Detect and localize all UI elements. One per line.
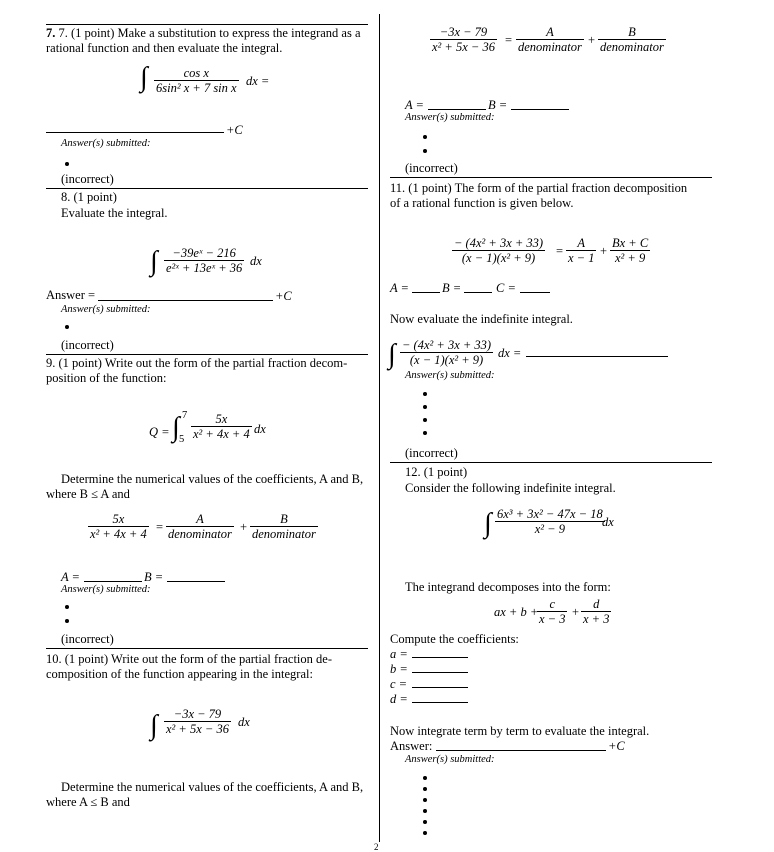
problem-9-lhs — [88, 512, 149, 541]
problem-12-decompose-text: The integrand decomposes into the form: — [405, 580, 611, 594]
integral-sign: ∫ — [388, 339, 396, 370]
problem-7-text-line2: rational function and then evaluate the integral. — [46, 41, 283, 55]
problem-11-a-den: x − 1 — [568, 251, 595, 265]
problem-12-c-den: x − 3 — [539, 612, 566, 626]
integral-sign: ∫ — [150, 710, 158, 741]
problem-12-d-num: d — [581, 597, 611, 612]
problem-10-integrand-den: x² + 5x − 36 — [166, 722, 229, 736]
problem-11-evaluate-text: Now evaluate the indefinite integral. — [390, 312, 573, 326]
problem-9-lhs-num: 5x — [88, 512, 149, 527]
problem-12-d-label: d = — [390, 692, 408, 706]
problem-12-b-input[interactable] — [412, 672, 468, 673]
problem-12-d-den: x + 3 — [583, 612, 610, 626]
problem-10-determine-line1: Determine the numerical values of the coefficients, A and B, — [61, 780, 364, 794]
problem-11-lhs — [452, 236, 545, 265]
problem-11-lhs-den: (x − 1)(x² + 9) — [461, 251, 536, 265]
problem-9-b-label: B = — [144, 570, 164, 584]
integral-sign: ∫ — [140, 62, 148, 93]
problem-10-header — [46, 652, 368, 682]
problem-12-answer-bullet — [423, 787, 427, 791]
problem-7-text-line1: 7. (1 point) Make a substitution to express the integrand as a — [58, 26, 361, 40]
problem-9-lhs-den: x² + 4x + 4 — [90, 527, 147, 541]
plus-sign: + — [240, 520, 248, 534]
problem-9-answer-bullet — [65, 605, 69, 609]
plus-sign: + — [588, 33, 596, 47]
problem-12-d-input[interactable] — [412, 702, 468, 703]
problem-12-plus-c: +C — [608, 739, 625, 753]
problem-12-d-frac — [581, 597, 611, 626]
problem-11-lhs-num: − (4x² + 3x + 33) — [454, 236, 544, 250]
problem-9-b-frac — [250, 512, 318, 541]
problem-12-form-prefix: ax + b + — [494, 605, 539, 619]
problem-8-instruction: Evaluate the integral. — [61, 206, 168, 220]
problem-11-c-input[interactable] — [520, 292, 550, 293]
problem-7-integrand-num: cos x — [154, 66, 239, 81]
problem-7-integrand — [154, 66, 239, 95]
problem-11-status: (incorrect) — [405, 446, 458, 460]
equals-sign: = — [156, 520, 164, 534]
problem-11-answer-bullet — [423, 392, 427, 396]
problem-9-submitted-label: Answer(s) submitted: — [61, 584, 151, 595]
problem-7-answer-input[interactable] — [46, 132, 224, 133]
problem-8-title: 8. (1 point) — [61, 190, 117, 204]
problem-9-dx: dx — [254, 422, 266, 436]
problem-10-lhs — [430, 25, 497, 54]
problem-11-answer-bullet — [423, 405, 427, 409]
problem-9-integrand — [191, 412, 252, 441]
problem-7-header: 7. 7. (1 point) Make a substitution to express the integrand as a rational function and then evaluate the integral. — [46, 26, 368, 56]
problem-11-answer-bullet — [423, 431, 427, 435]
problem-9-text-line2: position of the function: — [46, 371, 167, 385]
problem-9-determine-line2: where B ≤ A and — [46, 487, 130, 501]
problem-12-a-label: a = — [390, 647, 408, 661]
problem-9-answer-bullet — [65, 619, 69, 623]
problem-12-integrate-text: Now integrate term by term to evaluate the integral. — [390, 724, 650, 738]
problem-11-integrand — [400, 338, 493, 367]
problem-11-integrand-num: − (4x² + 3x + 33) — [402, 338, 492, 352]
problem-12-compute-text: Compute the coefficients: — [390, 632, 519, 646]
problem-8-dx: dx — [250, 254, 262, 268]
problem-12-answer-bullet — [423, 809, 427, 813]
integral-sign: ∫ — [484, 508, 492, 539]
problem-12-c-input[interactable] — [412, 687, 468, 688]
problem-12-c-frac — [537, 597, 567, 626]
problem-12-answer-input[interactable] — [436, 750, 606, 751]
problem-7-integrand-den: 6sin² x + 7 sin x — [156, 81, 237, 95]
problem-12-rule — [390, 462, 712, 463]
problem-8-answer-bullet — [65, 325, 69, 329]
problem-9-b-num: B — [250, 512, 318, 527]
integral-sign: ∫ — [150, 246, 158, 277]
plus-sign: + — [600, 244, 608, 258]
problem-12-answer-label: Answer: — [390, 739, 433, 753]
problem-8-integrand-num: −39eˣ − 216 — [164, 246, 244, 261]
problem-8-integrand — [164, 246, 244, 275]
problem-10-a-num: A — [516, 25, 584, 40]
problem-10-a-frac — [516, 25, 584, 54]
problem-11-b-den: x² + 9 — [614, 251, 646, 265]
problem-12-integrand — [495, 507, 605, 536]
problem-11-rule — [390, 177, 712, 178]
problem-12-instruction: Consider the following indefinite integral. — [405, 481, 616, 495]
problem-10-text-line1: 10. (1 point) Write out the form of the partial fraction de- — [46, 652, 332, 666]
problem-12-answer-bullet — [423, 798, 427, 802]
problem-10-b-input[interactable] — [511, 109, 569, 110]
plus-sign: + — [572, 605, 580, 619]
problem-9-integrand-den: x² + 4x + 4 — [193, 427, 250, 441]
problem-11-a-frac — [566, 236, 596, 265]
problem-11-header — [390, 181, 712, 211]
problem-10-a-input[interactable] — [428, 109, 486, 110]
problem-7-answer-bullet — [65, 162, 69, 166]
equals-sign: = — [505, 33, 513, 47]
problem-12-integrand-num: 6x³ + 3x² − 47x − 18 — [497, 507, 603, 521]
problem-10-text-line2: composition of the function appearing in the integral: — [46, 667, 313, 681]
problem-11-integrand-den: (x − 1)(x² + 9) — [409, 353, 484, 367]
problem-12-title: 12. (1 point) — [405, 465, 468, 479]
problem-12-submitted-label: Answer(s) submitted: — [405, 754, 495, 765]
problem-9-header — [46, 356, 368, 386]
problem-10-a-label: A = — [405, 98, 424, 112]
problem-11-a-label: A = — [390, 281, 409, 295]
problem-11-b-label: B = — [442, 281, 462, 295]
problem-12-b-label: b = — [390, 662, 408, 676]
problem-9-a-num: A — [166, 512, 234, 527]
problem-9-integrand-num: 5x — [191, 412, 252, 427]
problem-10-determine-line2: where A ≤ B and — [46, 795, 130, 809]
problem-10-status: (incorrect) — [405, 161, 458, 175]
problem-10-submitted-label: Answer(s) submitted: — [405, 112, 495, 123]
problem-11-dx: dx = — [498, 346, 522, 360]
problem-9-text-line1: 9. (1 point) Write out the form of the partial fraction decom- — [46, 356, 348, 370]
problem-12-dx: dx — [602, 515, 614, 529]
problem-9-rule — [46, 354, 368, 355]
problem-10-lhs-den: x² + 5x − 36 — [432, 40, 495, 54]
page-number: 2 — [374, 842, 379, 852]
problem-11-text-line2: of a rational function is given below. — [390, 196, 574, 210]
problem-11-text-line1: 11. (1 point) The form of the partial fraction decomposition — [390, 181, 688, 195]
problem-10-integrand — [164, 707, 231, 736]
problem-8-status: (incorrect) — [61, 338, 114, 352]
problem-8-integrand-den: e²ˣ + 13eˣ + 36 — [166, 261, 243, 275]
column-divider — [379, 14, 380, 842]
problem-11-c-label: C = — [496, 281, 516, 295]
problem-11-b-input[interactable] — [464, 292, 492, 293]
problem-10-b-den: denominator — [600, 40, 664, 54]
problem-10-answer-bullet — [423, 135, 427, 139]
problem-9-q-label: Q = — [149, 425, 170, 439]
problem-10-rule — [46, 648, 368, 649]
problem-11-answer-input[interactable] — [526, 356, 668, 357]
problem-11-b-num: Bx + C — [612, 236, 649, 250]
problem-10-answer-bullet — [423, 149, 427, 153]
problem-12-c-num: c — [537, 597, 567, 612]
problem-9-status: (incorrect) — [61, 632, 114, 646]
problem-12-answer-bullet — [423, 820, 427, 824]
problem-8-answer-input[interactable] — [98, 300, 273, 301]
problem-9-a-label: A = — [61, 570, 80, 584]
problem-11-a-num: A — [566, 236, 596, 251]
problem-7-plus-c: +C — [226, 123, 243, 137]
problem-9-b-input[interactable] — [167, 581, 225, 582]
problem-8-submitted-label: Answer(s) submitted: — [61, 304, 151, 315]
problem-10-b-label: B = — [488, 98, 508, 112]
problem-9-b-den: denominator — [252, 527, 316, 541]
problem-7-rule — [46, 24, 368, 25]
problem-10-b-num: B — [598, 25, 666, 40]
problem-12-answer-bullet — [423, 831, 427, 835]
problem-12-a-input[interactable] — [412, 657, 468, 658]
problem-10-a-den: denominator — [518, 40, 582, 54]
problem-7-dx: dx = — [246, 74, 270, 88]
problem-10-b-frac — [598, 25, 666, 54]
problem-11-a-input[interactable] — [412, 292, 440, 293]
problem-10-dx: dx — [238, 715, 250, 729]
problem-12-integrand-den: x² − 9 — [534, 522, 565, 536]
problem-9-upper-limit: 7 — [182, 410, 188, 421]
problem-9-determine-line1: Determine the numerical values of the coefficients, A and B, — [61, 472, 364, 486]
problem-9-a-frac — [166, 512, 234, 541]
problem-7-status: (incorrect) — [61, 172, 114, 186]
integral-sign: ∫ — [172, 412, 180, 443]
problem-12-answer-bullet — [423, 776, 427, 780]
problem-12-c-label: c = — [390, 677, 408, 691]
problem-8-answer-label: Answer = — [46, 288, 96, 302]
problem-8-plus-c: +C — [275, 289, 292, 303]
problem-8-rule — [46, 188, 368, 189]
problem-11-b-frac — [610, 236, 650, 265]
problem-9-a-input[interactable] — [84, 581, 142, 582]
problem-11-submitted-label: Answer(s) submitted: — [405, 370, 495, 381]
equals-sign: = — [556, 244, 564, 258]
problem-11-answer-bullet — [423, 418, 427, 422]
problem-9-lower-limit: 5 — [179, 434, 185, 445]
problem-10-lhs-num: −3x − 79 — [430, 25, 497, 40]
problem-7-submitted-label: Answer(s) submitted: — [61, 138, 151, 149]
problem-10-integrand-num: −3x − 79 — [164, 707, 231, 722]
problem-9-a-den: denominator — [168, 527, 232, 541]
